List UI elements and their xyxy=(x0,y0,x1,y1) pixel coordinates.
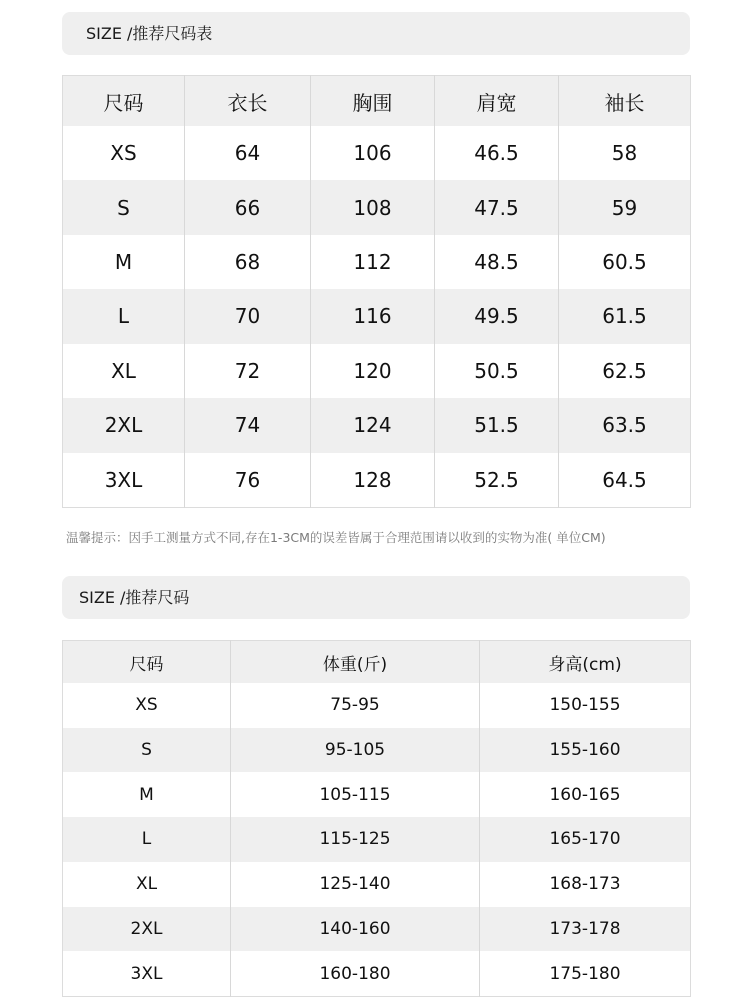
cell-height: 175-180 xyxy=(480,951,691,996)
recommend-chart-title: SIZE /推荐尺码 xyxy=(62,576,690,619)
recommend-chart-table xyxy=(62,640,691,997)
cell-chest: 112 xyxy=(311,235,435,289)
cell-length: 64 xyxy=(185,126,311,180)
cell-shoulder: 49.5 xyxy=(435,289,559,343)
cell-shoulder: 52.5 xyxy=(435,453,559,508)
cell-length: 76 xyxy=(185,453,311,508)
cell-size: M xyxy=(139,784,154,805)
cell-size: XS xyxy=(135,695,158,716)
cell-chest: 124 xyxy=(311,398,435,452)
header-sleeve: 袖长 xyxy=(559,76,691,127)
cell-chest: 106 xyxy=(311,126,435,180)
cell-sleeve: 62.5 xyxy=(559,344,691,398)
table-row xyxy=(63,344,691,398)
cell-length: 66 xyxy=(185,180,311,234)
cell-weight: 140-160 xyxy=(231,907,480,952)
cell-chest: 116 xyxy=(311,289,435,343)
cell-size: XS xyxy=(110,141,137,166)
cell-length: 68 xyxy=(185,235,311,289)
size-chart-title: SIZE /推荐尺码表 xyxy=(62,12,690,55)
cell-shoulder: 50.5 xyxy=(435,344,559,398)
header-size: 尺码 xyxy=(63,641,231,684)
cell-chest: 120 xyxy=(311,344,435,398)
cell-size: XL xyxy=(135,874,158,895)
table-row xyxy=(63,289,691,343)
header-shoulder: 肩宽 xyxy=(435,76,559,127)
header-size: 尺码 xyxy=(63,76,185,127)
table-row xyxy=(63,683,691,728)
cell-sleeve: 61.5 xyxy=(559,289,691,343)
cell-height: 165-170 xyxy=(480,817,691,862)
cell-size: L xyxy=(63,289,185,343)
cell-weight: 95-105 xyxy=(231,728,480,773)
cell-chest: 108 xyxy=(311,180,435,234)
cell-height: 155-160 xyxy=(480,728,691,773)
cell-weight: 75-95 xyxy=(231,683,480,728)
table-row xyxy=(63,126,691,180)
table-row xyxy=(63,453,691,508)
cell-shoulder: 46.5 xyxy=(435,126,559,180)
cell-size: 3XL xyxy=(104,467,143,492)
cell-weight: 125-140 xyxy=(231,862,480,907)
cell-length: 70 xyxy=(185,289,311,343)
table-row xyxy=(63,728,691,773)
cell-size: M xyxy=(114,250,133,275)
cell-size: 2XL xyxy=(63,398,185,452)
table-row xyxy=(63,817,691,862)
cell-shoulder: 51.5 xyxy=(435,398,559,452)
cell-height: 160-165 xyxy=(480,772,691,817)
cell-height: 168-173 xyxy=(480,862,691,907)
cell-size: 3XL xyxy=(130,963,163,984)
table-row xyxy=(63,862,691,907)
header-chest: 胸围 xyxy=(311,76,435,127)
header-height: 身高(cm) xyxy=(480,641,691,684)
cell-sleeve: 64.5 xyxy=(559,453,691,508)
cell-sleeve: 59 xyxy=(559,180,691,234)
cell-weight: 160-180 xyxy=(231,951,480,996)
cell-length: 72 xyxy=(185,344,311,398)
cell-sleeve: 58 xyxy=(559,126,691,180)
cell-size: L xyxy=(63,817,231,862)
table-header-row xyxy=(63,76,691,127)
cell-height: 173-178 xyxy=(480,907,691,952)
cell-shoulder: 48.5 xyxy=(435,235,559,289)
cell-size: S xyxy=(63,728,231,773)
table-row xyxy=(63,772,691,817)
table-header-row xyxy=(63,641,691,684)
table-row xyxy=(63,235,691,289)
cell-height: 150-155 xyxy=(480,683,691,728)
header-weight: 体重(斤) xyxy=(231,641,480,684)
cell-shoulder: 47.5 xyxy=(435,180,559,234)
table-row xyxy=(63,398,691,452)
size-chart-table xyxy=(62,75,691,508)
cell-size: S xyxy=(63,180,185,234)
cell-weight: 115-125 xyxy=(231,817,480,862)
cell-chest: 128 xyxy=(311,453,435,508)
cell-size: 2XL xyxy=(63,907,231,952)
cell-length: 74 xyxy=(185,398,311,452)
cell-size: XL xyxy=(111,358,136,383)
measurement-note: 温馨提示：因手工测量方式不同,存在1-3CM的误差皆属于合理范围请以收到的实物为准( 单位CM) xyxy=(66,530,606,545)
header-length: 衣长 xyxy=(185,76,311,127)
table-row xyxy=(63,951,691,996)
cell-weight: 105-115 xyxy=(231,772,480,817)
table-row xyxy=(63,907,691,952)
cell-sleeve: 60.5 xyxy=(559,235,691,289)
table-row xyxy=(63,180,691,234)
cell-sleeve: 63.5 xyxy=(559,398,691,452)
